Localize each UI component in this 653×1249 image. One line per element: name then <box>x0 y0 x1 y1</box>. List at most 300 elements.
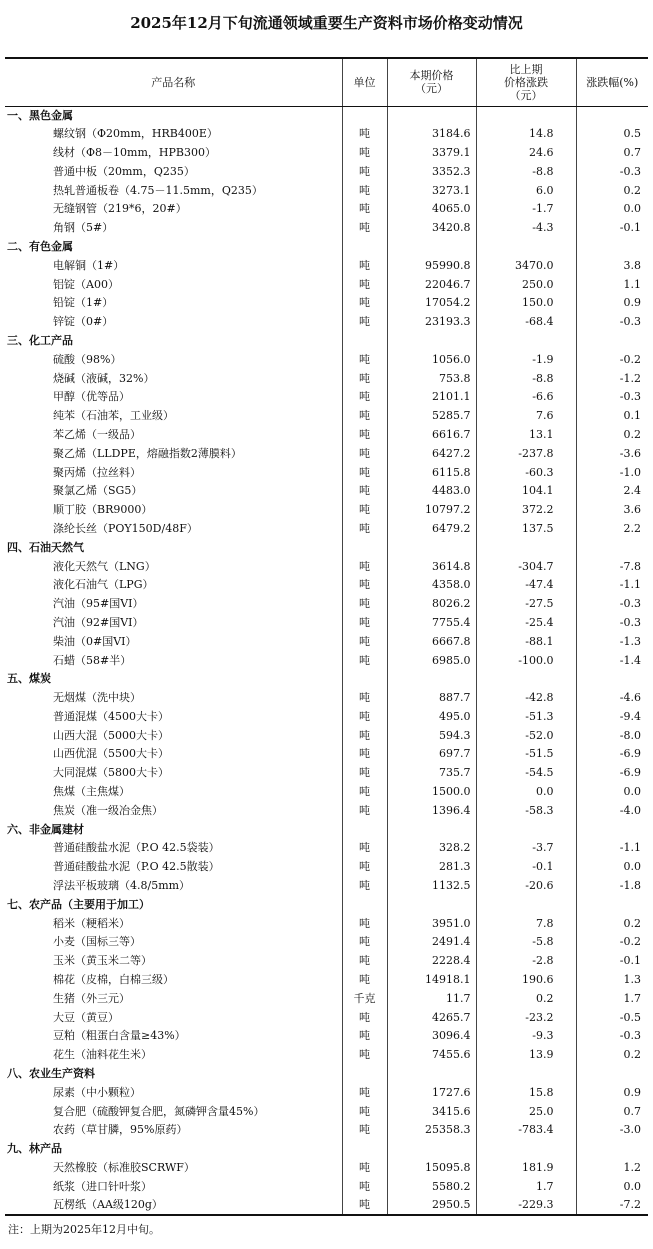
table-row <box>5 256 648 275</box>
product-name: 普通混煤（4500大卡） <box>53 709 169 723</box>
unit-cell: 吨 <box>342 745 387 764</box>
table-row <box>5 1159 648 1178</box>
table-row <box>5 1196 648 1215</box>
table-row <box>5 989 648 1008</box>
product-name: 液化石油气（LPG） <box>53 578 154 592</box>
product-name: 普通中板（20mm，Q235） <box>53 164 195 178</box>
pct-cell: -0.3 <box>576 595 648 614</box>
product-name: 花生（油料花生米） <box>53 1048 152 1062</box>
change-cell: -58.3 <box>476 801 576 820</box>
cell-pct <box>576 332 648 351</box>
unit-cell: 吨 <box>342 933 387 952</box>
table-row <box>5 1121 648 1140</box>
price-cell: 6427.2 <box>387 444 476 463</box>
header-change-line2: 价格涨跌 <box>504 75 548 89</box>
change-cell: 0.0 <box>476 783 576 802</box>
table-row <box>5 407 648 426</box>
price-cell: 22046.7 <box>387 275 476 294</box>
unit-cell: 吨 <box>342 256 387 275</box>
product-name: 聚丙烯（拉丝料） <box>53 465 141 479</box>
pct-cell: -0.1 <box>576 952 648 971</box>
price-cell: 4065.0 <box>387 200 476 219</box>
pct-cell: 0.1 <box>576 407 648 426</box>
header-pct: 涨跌幅(%) <box>576 58 648 106</box>
price-cell: 15095.8 <box>387 1159 476 1178</box>
product-name: 苯乙烯（一级品） <box>53 427 141 441</box>
change-cell: 25.0 <box>476 1102 576 1121</box>
price-cell: 2950.5 <box>387 1196 476 1215</box>
category-name: 九、林产品 <box>7 1142 62 1156</box>
pct-cell: -0.3 <box>576 162 648 181</box>
cell-change <box>476 820 576 839</box>
cell-pct <box>576 238 648 257</box>
pct-cell: 2.2 <box>576 520 648 539</box>
unit-cell: 吨 <box>342 632 387 651</box>
price-cell: 594.3 <box>387 726 476 745</box>
unit-cell: 吨 <box>342 350 387 369</box>
pct-cell: 0.7 <box>576 144 648 163</box>
product-name: 棉花（皮棉，白棉三级） <box>53 973 174 987</box>
product-name: 大豆（黄豆） <box>53 1010 119 1024</box>
product-name: 瓦楞纸（AA级120g） <box>5 1196 342 1215</box>
unit-cell: 吨 <box>342 1008 387 1027</box>
cell-unit <box>342 332 387 351</box>
unit-cell: 吨 <box>342 839 387 858</box>
change-cell: -88.1 <box>476 632 576 651</box>
unit-cell: 吨 <box>342 971 387 990</box>
category-name: 五、煤炭 <box>7 672 51 686</box>
pct-cell: 2.4 <box>576 482 648 501</box>
table-row <box>5 933 648 952</box>
unit-cell: 吨 <box>342 952 387 971</box>
cell-unit <box>342 106 387 125</box>
table-row <box>5 557 648 576</box>
table-row <box>5 1102 648 1121</box>
change-cell: -4.3 <box>476 219 576 238</box>
unit-cell: 吨 <box>342 181 387 200</box>
cell-pct <box>576 1140 648 1159</box>
price-cell: 3614.8 <box>387 557 476 576</box>
table-row <box>5 369 648 388</box>
table-row <box>5 388 648 407</box>
price-cell: 887.7 <box>387 689 476 708</box>
unit-cell: 吨 <box>342 162 387 181</box>
category-row <box>5 1065 648 1084</box>
price-cell: 2101.1 <box>387 388 476 407</box>
table-row <box>5 971 648 990</box>
cell-change <box>476 1140 576 1159</box>
table-row <box>5 125 648 144</box>
price-table <box>5 57 648 1216</box>
table-row <box>5 444 648 463</box>
unit-cell: 吨 <box>342 1102 387 1121</box>
price-cell: 5580.2 <box>387 1177 476 1196</box>
table-body <box>5 106 648 1215</box>
header-change-line1: 比上期 <box>509 62 543 76</box>
change-cell: -6.6 <box>476 388 576 407</box>
cell-price <box>387 895 476 914</box>
category-name: 七、农产品（主要用于加工） <box>7 897 150 911</box>
pct-cell: -3.6 <box>576 444 648 463</box>
price-cell: 6479.2 <box>387 520 476 539</box>
change-cell: 3470.0 <box>476 256 576 275</box>
cell-unit <box>342 895 387 914</box>
table-row <box>5 482 648 501</box>
pct-cell: -6.9 <box>576 745 648 764</box>
change-cell: -51.3 <box>476 708 576 727</box>
unit-cell: 吨 <box>342 1177 387 1196</box>
cell-change <box>476 106 576 125</box>
price-cell: 1396.4 <box>387 801 476 820</box>
category-row <box>5 670 648 689</box>
unit-cell: 吨 <box>342 914 387 933</box>
change-cell: -3.7 <box>476 839 576 858</box>
pct-cell: 1.7 <box>576 989 648 1008</box>
product-name: 铝锭（A00） <box>53 277 119 291</box>
cell-pct <box>576 106 648 125</box>
cell-change <box>476 895 576 914</box>
pct-cell: -6.9 <box>576 764 648 783</box>
unit-cell: 吨 <box>342 726 387 745</box>
change-cell: 190.6 <box>476 971 576 990</box>
header-change-line3: （元） <box>509 88 543 102</box>
price-cell: 7755.4 <box>387 614 476 633</box>
pct-cell: -3.0 <box>576 1121 648 1140</box>
category-row <box>5 1140 648 1159</box>
product-name: 天然橡胶（标准胶SCRWF） <box>53 1161 195 1175</box>
table-row <box>5 689 648 708</box>
unit-cell: 吨 <box>342 1196 387 1215</box>
pct-cell: 1.2 <box>576 1159 648 1178</box>
product-name: 山西大混（5000大卡） <box>53 728 169 742</box>
unit-cell: 吨 <box>342 877 387 896</box>
header-change <box>476 58 576 106</box>
pct-cell: -1.8 <box>576 877 648 896</box>
unit-cell: 吨 <box>342 557 387 576</box>
table-row <box>5 200 648 219</box>
price-cell: 2491.4 <box>387 933 476 952</box>
price-cell: 697.7 <box>387 745 476 764</box>
cell-price <box>387 670 476 689</box>
product-name: 普通硅酸盐水泥（P.O 42.5袋装） <box>53 841 220 855</box>
table-row <box>5 764 648 783</box>
category-row <box>5 895 648 914</box>
change-cell: -42.8 <box>476 689 576 708</box>
change-cell: -8.8 <box>476 369 576 388</box>
unit-cell: 吨 <box>342 200 387 219</box>
unit-cell: 吨 <box>342 595 387 614</box>
unit-cell: 吨 <box>342 369 387 388</box>
change-cell: 7.6 <box>476 407 576 426</box>
change-cell: 1.7 <box>476 1177 576 1196</box>
table-row <box>5 595 648 614</box>
table-row <box>5 632 648 651</box>
unit-cell: 吨 <box>342 858 387 877</box>
category-name: 一、黑色金属 <box>7 108 73 122</box>
price-cell: 17054.2 <box>387 294 476 313</box>
unit-cell: 吨 <box>342 764 387 783</box>
product-name: 热轧普通板卷（4.75－11.5mm，Q235） <box>53 183 263 197</box>
unit-cell: 吨 <box>342 407 387 426</box>
unit-cell: 吨 <box>342 708 387 727</box>
change-cell: -51.5 <box>476 745 576 764</box>
cell-price <box>387 332 476 351</box>
footnote: 注：上期为2025年12月中旬。 <box>8 1223 160 1236</box>
price-cell: 2228.4 <box>387 952 476 971</box>
change-cell: -100.0 <box>476 651 576 670</box>
product-name: 电解铜（1#） <box>53 258 125 272</box>
cell-unit <box>342 538 387 557</box>
table-row <box>5 783 648 802</box>
cell-change <box>476 238 576 257</box>
pct-cell: -0.2 <box>576 933 648 952</box>
cell-pct <box>576 538 648 557</box>
pct-cell: 0.0 <box>576 200 648 219</box>
table-row <box>5 726 648 745</box>
unit-cell: 吨 <box>342 219 387 238</box>
product-name: 焦煤（主焦煤） <box>53 785 130 799</box>
change-cell: 24.6 <box>476 144 576 163</box>
cell-change <box>476 332 576 351</box>
pct-cell: -8.0 <box>576 726 648 745</box>
change-cell: -54.5 <box>476 764 576 783</box>
table-row <box>5 1008 648 1027</box>
price-cell: 3352.3 <box>387 162 476 181</box>
pct-cell: -1.0 <box>576 463 648 482</box>
header-price-line2: （元） <box>415 82 448 96</box>
product-name: 生猪（外三元） <box>53 991 130 1005</box>
category-row <box>5 106 648 125</box>
header-price <box>387 58 476 106</box>
pct-cell: 0.2 <box>576 181 648 200</box>
table-row <box>5 426 648 445</box>
category-row <box>5 332 648 351</box>
product-name: 甲醇（优等品） <box>53 390 130 404</box>
pct-cell: -0.3 <box>576 614 648 633</box>
price-cell: 3379.1 <box>387 144 476 163</box>
price-cell: 6667.8 <box>387 632 476 651</box>
unit-cell: 吨 <box>342 689 387 708</box>
table-row <box>5 914 648 933</box>
change-cell: -9.3 <box>476 1027 576 1046</box>
cell-pct <box>576 1065 648 1084</box>
change-cell: -0.1 <box>476 858 576 877</box>
table-row <box>5 651 648 670</box>
table-row <box>5 275 648 294</box>
pct-cell: -4.6 <box>576 689 648 708</box>
table-row <box>5 877 648 896</box>
change-cell: -68.4 <box>476 313 576 332</box>
category-row <box>5 538 648 557</box>
pct-cell: 3.8 <box>576 256 648 275</box>
product-name: 稻米（粳稻米） <box>53 916 130 930</box>
change-cell: -20.6 <box>476 877 576 896</box>
price-cell: 8026.2 <box>387 595 476 614</box>
change-cell: -1.9 <box>476 350 576 369</box>
change-cell: -60.3 <box>476 463 576 482</box>
table-row <box>5 1083 648 1102</box>
table-row <box>5 501 648 520</box>
unit-cell: 吨 <box>342 482 387 501</box>
product-name: 涤纶长丝（POY150D/48F） <box>53 521 198 535</box>
price-cell: 1727.6 <box>387 1083 476 1102</box>
table-row <box>5 1177 648 1196</box>
price-cell: 3420.8 <box>387 219 476 238</box>
change-cell: 14.8 <box>476 125 576 144</box>
product-name: 石蜡（58#半） <box>53 653 132 667</box>
unit-cell: 吨 <box>342 388 387 407</box>
price-cell: 95990.8 <box>387 256 476 275</box>
table-row <box>5 162 648 181</box>
table-row <box>5 858 648 877</box>
category-name: 八、农业生产资料 <box>7 1067 95 1081</box>
pct-cell: -4.0 <box>576 801 648 820</box>
change-cell: -304.7 <box>476 557 576 576</box>
price-cell: 14918.1 <box>387 971 476 990</box>
table-row <box>5 952 648 971</box>
cell-unit <box>342 670 387 689</box>
table-row <box>5 1027 648 1046</box>
product-name: 豆粕（粗蛋白含量≥43%） <box>53 1029 186 1043</box>
pct-cell: 0.0 <box>576 783 648 802</box>
price-cell: 25358.3 <box>387 1121 476 1140</box>
price-cell: 1500.0 <box>387 783 476 802</box>
pct-cell: -1.1 <box>576 576 648 595</box>
pct-cell: -7.2 <box>576 1196 648 1215</box>
unit-cell: 吨 <box>342 313 387 332</box>
price-cell: 753.8 <box>387 369 476 388</box>
pct-cell: -1.3 <box>576 632 648 651</box>
price-cell: 4358.0 <box>387 576 476 595</box>
cell-pct <box>576 820 648 839</box>
change-cell: -52.0 <box>476 726 576 745</box>
product-name: 大同混煤（5800大卡） <box>53 766 169 780</box>
table-row <box>5 614 648 633</box>
unit-cell: 吨 <box>342 614 387 633</box>
table-row <box>5 181 648 200</box>
product-name: 纯苯（石油苯，工业级） <box>53 409 174 423</box>
change-cell: -27.5 <box>476 595 576 614</box>
pct-cell: -0.3 <box>576 388 648 407</box>
change-cell: 6.0 <box>476 181 576 200</box>
product-name: 农药（草甘膦，95%原药） <box>53 1123 188 1137</box>
table-row <box>5 463 648 482</box>
price-cell: 3951.0 <box>387 914 476 933</box>
product-name: 浮法平板玻璃（4.8/5mm） <box>53 879 191 893</box>
pct-cell: 3.6 <box>576 501 648 520</box>
product-name: 汽油（95#国VI） <box>53 597 144 611</box>
pct-cell: 0.0 <box>576 1177 648 1196</box>
pct-cell: 0.2 <box>576 1046 648 1065</box>
unit-cell: 吨 <box>342 576 387 595</box>
price-cell: 6115.8 <box>387 463 476 482</box>
unit-cell: 吨 <box>342 463 387 482</box>
category-row <box>5 238 648 257</box>
product-name: 无缝钢管（219*6，20#） <box>53 202 187 216</box>
price-cell: 4265.7 <box>387 1008 476 1027</box>
category-name: 四、石油天然气 <box>7 540 84 554</box>
product-name: 普通硅酸盐水泥（P.O 42.5散装） <box>53 860 220 874</box>
price-cell: 1132.5 <box>387 877 476 896</box>
change-cell: 104.1 <box>476 482 576 501</box>
cell-unit <box>342 238 387 257</box>
change-cell: 181.9 <box>476 1159 576 1178</box>
pct-cell: -0.2 <box>576 350 648 369</box>
table-row <box>5 745 648 764</box>
unit-cell: 吨 <box>342 1121 387 1140</box>
change-cell: 13.1 <box>476 426 576 445</box>
price-cell: 3415.6 <box>387 1102 476 1121</box>
pct-cell: -0.5 <box>576 1008 648 1027</box>
product-name: 柴油（0#国VI） <box>53 634 137 648</box>
table-row <box>5 839 648 858</box>
product-name: 无烟煤（洗中块） <box>53 691 141 705</box>
unit-cell: 吨 <box>342 501 387 520</box>
unit-cell: 吨 <box>342 1027 387 1046</box>
product-name: 聚乙烯（LLDPE，熔融指数2薄膜料） <box>53 446 242 460</box>
price-cell: 10797.2 <box>387 501 476 520</box>
change-cell: -47.4 <box>476 576 576 595</box>
cell-price <box>387 820 476 839</box>
pct-cell: -0.3 <box>576 1027 648 1046</box>
table-row <box>5 350 648 369</box>
pct-cell: 0.9 <box>576 1083 648 1102</box>
change-cell: 150.0 <box>476 294 576 313</box>
price-cell: 281.3 <box>387 858 476 877</box>
cell-unit <box>342 1140 387 1159</box>
price-cell: 4483.0 <box>387 482 476 501</box>
table-row <box>5 144 648 163</box>
change-cell: -1.7 <box>476 200 576 219</box>
product-name: 聚氯乙烯（SG5） <box>53 484 143 498</box>
product-name: 小麦（国标三等） <box>53 935 141 949</box>
change-cell: -5.8 <box>476 933 576 952</box>
product-name: 液化天然气（LNG） <box>53 559 156 573</box>
pct-cell: -1.2 <box>576 369 648 388</box>
cell-price <box>387 238 476 257</box>
pct-cell: 0.2 <box>576 426 648 445</box>
change-cell: 137.5 <box>476 520 576 539</box>
table-row <box>5 801 648 820</box>
pct-cell: 0.7 <box>576 1102 648 1121</box>
change-cell: -783.4 <box>476 1121 576 1140</box>
cell-change <box>476 1065 576 1084</box>
cell-change <box>476 670 576 689</box>
price-cell: 5285.7 <box>387 407 476 426</box>
category-row <box>5 820 648 839</box>
unit-cell: 吨 <box>342 1083 387 1102</box>
product-name: 锌锭（0#） <box>53 315 114 329</box>
unit-cell: 吨 <box>342 125 387 144</box>
cell-pct <box>576 895 648 914</box>
table-row <box>5 708 648 727</box>
pct-cell: 0.9 <box>576 294 648 313</box>
change-cell: 0.2 <box>476 989 576 1008</box>
pct-cell: -1.1 <box>576 839 648 858</box>
unit-cell: 吨 <box>342 1159 387 1178</box>
cell-change <box>476 538 576 557</box>
unit-cell: 吨 <box>342 294 387 313</box>
change-cell: -23.2 <box>476 1008 576 1027</box>
product-name: 纸浆（进口针叶浆） <box>53 1179 152 1193</box>
price-cell: 7455.6 <box>387 1046 476 1065</box>
cell-price <box>387 1140 476 1159</box>
price-cell: 23193.3 <box>387 313 476 332</box>
unit-cell: 吨 <box>342 444 387 463</box>
product-name: 顺丁胶（BR9000） <box>53 503 153 517</box>
unit-cell: 吨 <box>342 783 387 802</box>
unit-cell: 吨 <box>342 651 387 670</box>
